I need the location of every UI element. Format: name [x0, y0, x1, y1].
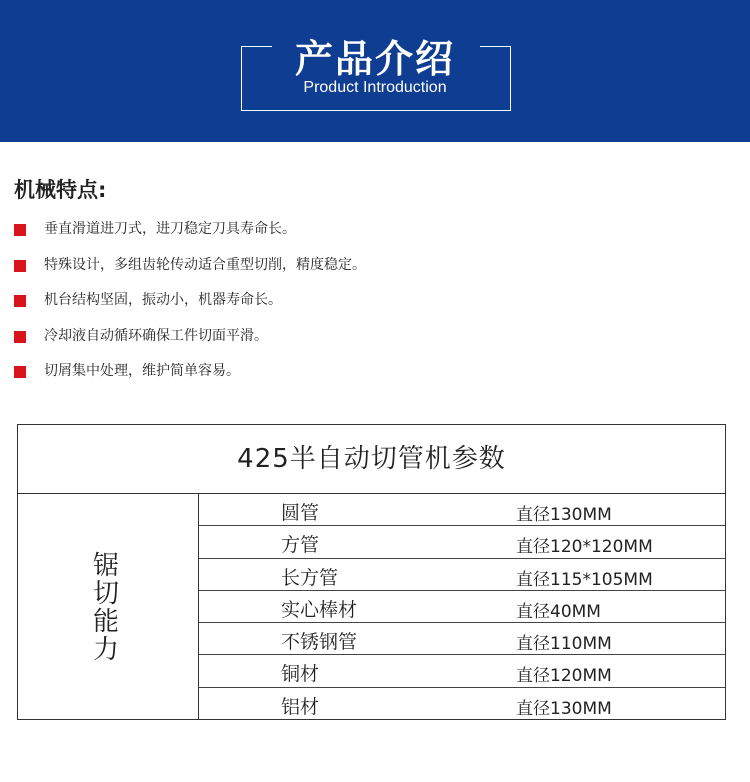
square-bullet-icon — [14, 295, 26, 307]
material-value: 直径120MM — [516, 666, 612, 687]
spec-table — [17, 424, 726, 720]
features-list — [14, 218, 366, 396]
material-name: 铝材 — [281, 695, 320, 718]
spec-table-side-label: 锯切能力 — [88, 550, 119, 663]
table-row — [199, 526, 725, 558]
features-heading: 机械特点: — [14, 178, 107, 202]
feature-text: 切屑集中处理，维护简单容易。 — [44, 363, 240, 379]
material-value: 直径130MM — [516, 505, 612, 525]
spec-table-title: 425半自动切管机参数 — [18, 425, 725, 494]
material-value: 直径40MM — [516, 601, 601, 622]
feature-text: 冷却液自动循环确保工件切面平滑。 — [44, 327, 268, 344]
material-value: 直径130MM — [516, 698, 612, 719]
square-bullet-icon — [14, 224, 26, 236]
feature-text: 垂直滑道进刀式，进刀稳定刀具寿命长。 — [44, 221, 296, 237]
material-name: 实心棒材 — [281, 598, 358, 621]
spec-table-side-cell — [18, 494, 199, 719]
spec-table-rows — [199, 494, 725, 720]
table-row — [199, 688, 725, 720]
material-name: 铜材 — [281, 663, 320, 686]
square-bullet-icon — [14, 366, 26, 378]
feature-item — [14, 254, 366, 290]
feature-item — [14, 218, 366, 254]
feature-item — [14, 289, 366, 325]
square-bullet-icon — [14, 331, 26, 343]
feature-item — [14, 360, 366, 396]
table-row — [199, 494, 725, 526]
material-name: 长方管 — [281, 566, 339, 589]
material-value: 直径120*120MM — [516, 537, 653, 558]
square-bullet-icon — [14, 260, 26, 272]
material-value: 直径115*105MM — [516, 569, 653, 590]
feature-text: 机台结构坚固，振动小，机器寿命长。 — [44, 292, 282, 308]
material-name: 方管 — [281, 534, 320, 557]
table-row — [199, 559, 725, 591]
table-row — [199, 591, 725, 623]
material-name: 不锈钢管 — [281, 631, 358, 654]
material-name: 圆管 — [281, 502, 320, 524]
material-value: 直径110MM — [516, 634, 612, 655]
section-title-cn: 产品介绍 — [294, 37, 455, 81]
header-banner — [0, 0, 750, 142]
feature-item — [14, 325, 366, 361]
feature-text: 特殊设计，多组齿轮传动适合重型切削，精度稳定。 — [44, 256, 366, 273]
section-title-en: Product Introduction — [303, 79, 447, 96]
table-row — [199, 655, 725, 687]
table-row — [199, 623, 725, 655]
